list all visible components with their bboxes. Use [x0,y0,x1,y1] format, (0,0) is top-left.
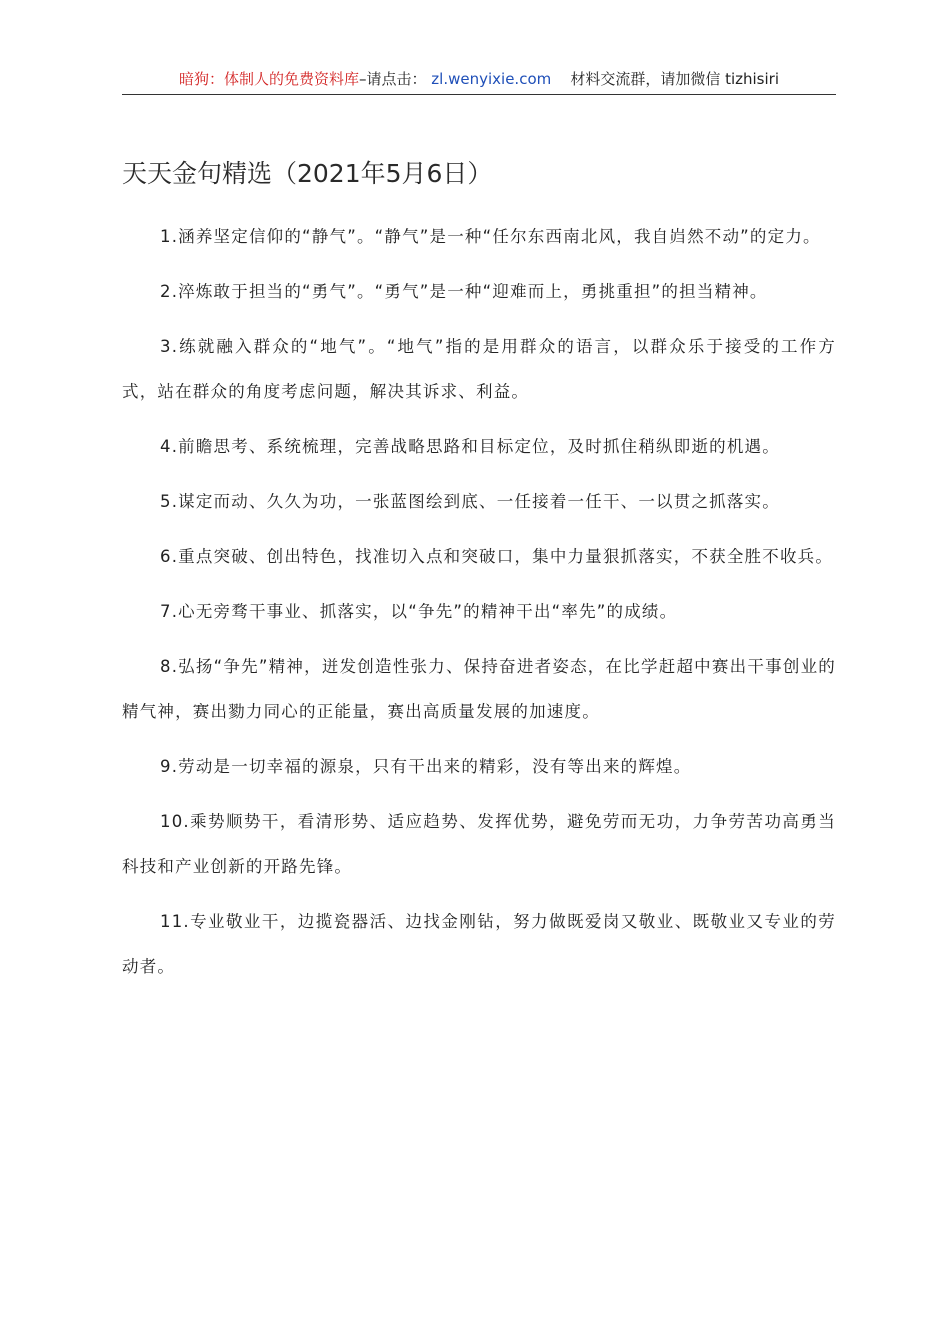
quote-item: 6.重点突破、创出特色，找准切入点和突破口，集中力量狠抓落实，不获全胜不收兵。 [160,547,834,566]
quote-item: 9.劳动是一切幸福的源泉，只有干出来的精彩，没有等出来的辉煌。 [160,757,692,776]
quote-item: 2.淬炼敢于担当的“勇气”。“勇气”是一种“迎难而上，勇挑重担”的担当精神。 [160,282,768,301]
quote-list [122,214,836,999]
quote-item: 1.涵养坚定信仰的“静气”。“静气”是一种“任尔东西南北风，我自岿然不动”的定力。 [160,227,821,246]
header-contact: 材料交流群，请加微信 tizhisiri [570,70,779,88]
header-brand: 暗狗：体制人的免费资料库 [178,70,359,88]
quote-item: 3.练就融入群众的“地气”。“地气”指的是用群众的语言，以群众乐于接受的工作方式，站在群众的角度考虑问题，解决其诉求、利益。 [122,337,836,401]
quote-item: 4.前瞻思考、系统梳理，完善战略思路和目标定位，及时抓住稍纵即逝的机遇。 [160,437,780,456]
header-url-link[interactable]: zl.wenyixie.com [431,70,552,88]
quote-item: 8.弘扬“争先”精神，迸发创造性张力、保持奋进者姿态，在比学赶超中赛出干事创业的精气神，赛出勠力同心的正能量，赛出高质量发展的加速度。 [122,657,836,721]
header-prompt: –请点击： [359,70,427,88]
quote-item: 5.谋定而动、久久为功，一张蓝图绘到底、一任接着一任干、一以贯之抓落实。 [160,492,780,511]
quote-item: 7.心无旁骛干事业、抓落实，以“争先”的精神干出“率先”的成绩。 [160,602,678,621]
document-title: 天天金句精选（2021年5月6日） [122,159,493,188]
quote-item: 10.乘势顺势干，看清形势、适应趋势、发挥优势，避免劳而无功，力争劳苦功高勇当科技和产业创新的开路先锋。 [122,812,836,876]
page-header [122,68,836,95]
quote-item: 11.专业敬业干，边揽瓷器活、边找金刚钻，努力做既爱岗又敬业、既敬业又专业的劳动者。 [122,912,836,976]
